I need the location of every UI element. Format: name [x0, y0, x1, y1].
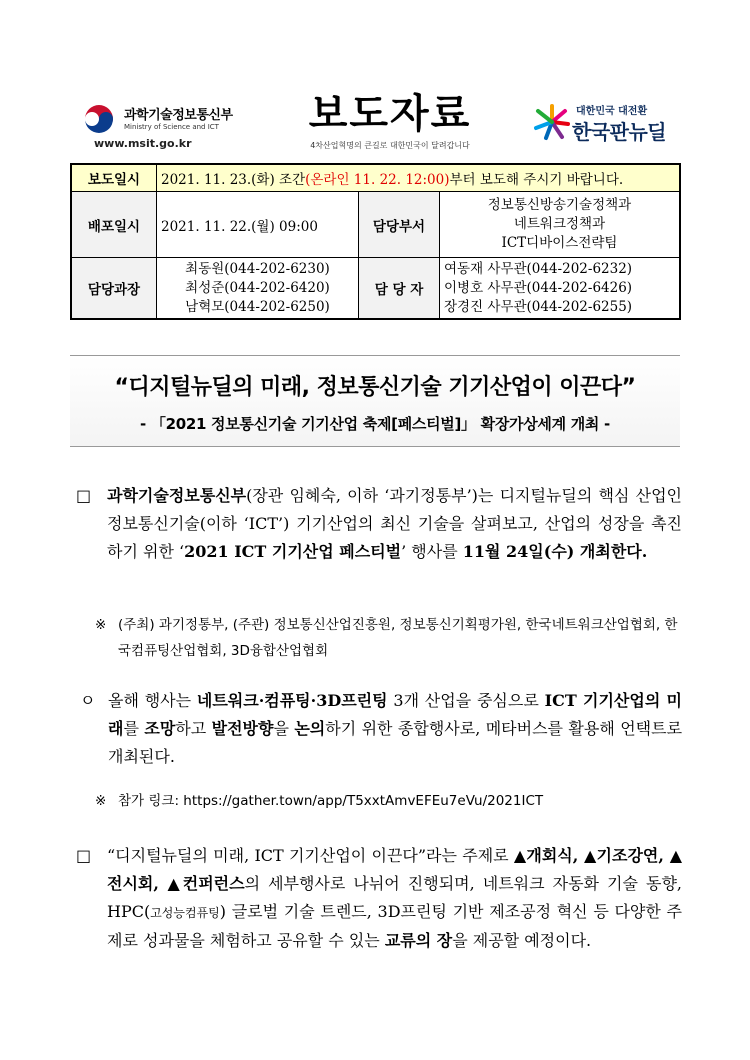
- p3-exchange: 교류의 장: [384, 931, 453, 950]
- ministry-url[interactable]: www.msit.go.kr: [94, 137, 192, 150]
- paragraph-3: [76, 842, 682, 955]
- staff-item: 이병호 사무관(044-202-6426): [443, 279, 633, 296]
- note-link: [95, 788, 685, 814]
- dept-item: ICT디바이스전략팀: [501, 235, 618, 251]
- release-suffix: 부터 보도해 주시기 바랍니다.: [449, 172, 624, 188]
- taegeuk-icon: [82, 104, 118, 134]
- dept-item: 정보통신방송기술정책과: [487, 197, 632, 213]
- note-link-label: 참가 링크:: [118, 793, 184, 809]
- p1-body: (장관 임혜숙, 이하 ‘과기정통부’)는 디지털뉴딜의 핵심 산업인 정보통신기술(이하 ‘ICT’) 기기산업의 최신 기술을 살펴보고, 산업의 성장을 촉진하기 위한 ‘: [107, 486, 682, 561]
- subheadline: - 「2021 정보통신기술 기기산업 축제[페스티벌]」 확장가상세계 개최 -: [140, 415, 610, 433]
- paragraph-1: [76, 482, 682, 566]
- p1-event-date: 11월 24일(수) 개최한다.: [462, 542, 648, 561]
- new-deal-name: 한국판뉴딜: [572, 120, 667, 144]
- dept-label: 담당부서: [358, 192, 439, 258]
- note-organizers-text: (주최) 과기정통부, (주관) 정보통신산업진흥원, 정보통신기획평가원, 한국네트워크산업협회, 한국컴퓨팅산업협회, 3D융합산업협회: [118, 617, 678, 659]
- new-deal-burst-icon: [532, 102, 572, 142]
- participation-link[interactable]: https://gather.town/app/T5xxtAmvEFEu7eVu/2021ICT: [183, 793, 544, 809]
- manager-label: 담당과장: [71, 258, 157, 320]
- staff-label: 담 당 자: [358, 258, 439, 320]
- p2-part: 3개 산업을 중심으로: [387, 691, 545, 710]
- p2-future: ICT 기기산업의 미래: [108, 691, 683, 738]
- release-row: [71, 164, 680, 192]
- headline-box: [70, 355, 680, 447]
- dept-list: [439, 192, 680, 258]
- p3-part: 을 제공할 예정이다.: [452, 931, 592, 950]
- p2-industries: 네트워크·컴퓨팅·3D프린팅: [196, 691, 388, 710]
- staff-item: 여동재 사무관(044-202-6232): [443, 260, 633, 277]
- paragraph-1-text: [107, 482, 682, 566]
- staff-list: [439, 258, 680, 320]
- p1-ministry: 과학기술정보통신부: [107, 486, 247, 505]
- paragraph-2-text: [108, 687, 682, 771]
- p2-part: 를: [123, 719, 145, 738]
- ministry-english-name: Ministry of Science and ICT: [124, 123, 219, 131]
- title-block: [270, 91, 510, 151]
- p2-part: 하기 위한 종합행사로, 메타버스를 활용해 언택트로 개최된다.: [108, 719, 683, 766]
- distribute-row: [71, 192, 680, 258]
- manager-list: [157, 258, 359, 320]
- p2-part: 올해 행사는: [108, 691, 197, 710]
- note-mark: ※: [95, 617, 107, 633]
- paragraph-2: [80, 687, 682, 771]
- p1-connector: ’ 행사를: [401, 542, 463, 561]
- square-bullet: □: [76, 486, 92, 505]
- release-value: [157, 164, 681, 192]
- p2-discussion: 논의: [294, 719, 326, 738]
- distribute-label: 배포일시: [71, 192, 157, 258]
- note-mark: ※: [95, 793, 107, 809]
- p3-part: ) 글로벌 기술 트렌드, 3D프린팅 기반 제조공정 혁신 등 다양한 주제로 성과물을 체험하고 공유할 수 있는: [107, 902, 682, 950]
- ministry-name: 과학기술정보통신부: [124, 108, 233, 123]
- new-deal-tagline: 대한민국 대전환: [576, 106, 648, 117]
- slogan: 4차산업혁명의 큰길로 대한민국이 달려갑니다: [310, 141, 470, 150]
- release-date: 2021. 11. 23.(화) 조간: [161, 172, 306, 188]
- press-header: [70, 91, 680, 158]
- p3-hpc: 고성능컴퓨팅: [150, 906, 220, 920]
- p2-part: 을: [273, 719, 295, 738]
- headline: “디지털뉴딜의 미래, 정보통신기술 기기산업이 이끈다”: [114, 375, 636, 400]
- distribute-date: 2021. 11. 22.(월) 09:00: [157, 192, 359, 258]
- release-online-time: (온라인 11. 22. 12:00): [305, 172, 450, 188]
- note-link-text: [118, 788, 685, 814]
- paragraph-3-text: [107, 842, 682, 955]
- p2-part: 하고: [175, 719, 212, 738]
- p2-outlook: 조망: [144, 719, 176, 738]
- p1-event-name: 2021 ICT 기기산업 페스티벌: [184, 542, 402, 561]
- p3-programs: ▲개회식, ▲기조강연, ▲전시회, ▲컨퍼런스: [107, 846, 682, 893]
- note-organizers: [95, 612, 685, 664]
- ministry-logo: [82, 96, 272, 156]
- document-title: 보도자료: [308, 91, 472, 137]
- manager-item: 최성준(044-202-6420): [185, 279, 330, 296]
- release-label: 보도일시: [71, 164, 157, 192]
- manager-item: 남혁모(044-202-6250): [185, 298, 330, 315]
- korean-new-deal-logo: [532, 100, 680, 150]
- p3-part: “디지털뉴딜의 미래, ICT 기기산업이 이끈다”라는 주제로: [107, 846, 514, 865]
- square-bullet: □: [76, 846, 92, 865]
- contact-row: [71, 258, 680, 320]
- circle-bullet: ㅇ: [80, 691, 96, 710]
- release-info-table: [70, 163, 681, 320]
- manager-item: 최동원(044-202-6230): [185, 260, 330, 277]
- staff-item: 장경진 사무관(044-202-6255): [443, 298, 633, 315]
- p3-part: 의 세부행사로 나뉘어 진행되며, 네트워크 자동화 기술 동향, HPC(: [107, 874, 683, 921]
- dept-item: 네트워크정책과: [513, 216, 606, 232]
- p2-direction: 발전방향: [211, 719, 274, 738]
